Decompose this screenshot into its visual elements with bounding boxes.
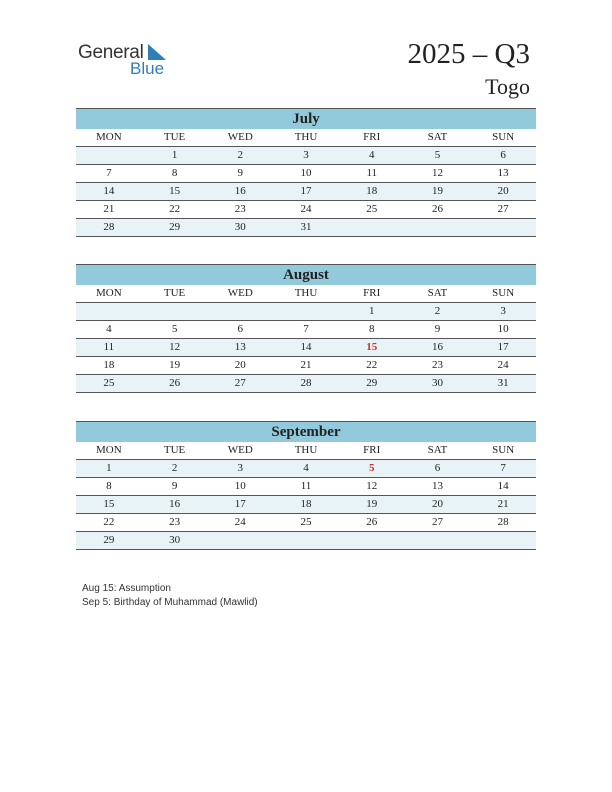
page-title: 2025 – Q3: [407, 38, 530, 70]
day-cell: 10: [234, 480, 246, 492]
day-cell: 8: [106, 480, 112, 492]
day-cell: 27: [431, 516, 443, 528]
weekday-label: FRI: [363, 287, 381, 299]
day-cell: 17: [300, 185, 312, 197]
day-cell: 9: [171, 480, 178, 492]
holiday-note: Sep 5: Birthday of Muhammad (Mawlid): [82, 597, 258, 608]
day-cell: 13: [234, 341, 246, 353]
day-cell: 25: [103, 377, 115, 389]
week-row: [76, 183, 536, 201]
day-cell: 24: [234, 516, 246, 528]
logo: [78, 42, 178, 82]
day-cell: 25: [300, 516, 312, 528]
weekday-label: SUN: [492, 444, 515, 456]
month-july: [76, 108, 536, 237]
day-cell: 4: [303, 462, 309, 474]
day-cell: 3: [237, 462, 244, 474]
day-cell: [76, 303, 142, 320]
week-row: [76, 357, 536, 375]
day-cell: 3: [303, 149, 309, 161]
country-name: Togo: [485, 74, 530, 99]
day-cell: 23: [169, 516, 181, 528]
day-cell: 29: [366, 377, 378, 389]
day-cell: 10: [497, 323, 509, 335]
day-cell: 24: [300, 203, 312, 215]
weekday-label: THU: [294, 444, 318, 456]
day-cell: 13: [497, 167, 509, 179]
day-cell: 28: [497, 516, 509, 528]
day-cell: 30: [169, 534, 181, 546]
day-cell: 18: [300, 498, 312, 510]
weekday-header-row: [76, 285, 536, 303]
week-row: [76, 339, 536, 357]
day-cell: 2: [434, 305, 441, 317]
day-cell: 16: [169, 498, 181, 510]
day-cell: 12: [366, 480, 378, 492]
day-cell: 9: [237, 167, 244, 179]
weekday-label: TUE: [163, 444, 186, 456]
day-cell: 17: [234, 498, 246, 510]
day-cell: 8: [171, 167, 178, 179]
day-cell: 6: [500, 149, 506, 161]
day-cell: 21: [300, 359, 312, 371]
week-row: [76, 478, 536, 496]
weekday-label: WED: [227, 444, 253, 456]
week-row: [76, 496, 536, 514]
day-cell: 20: [234, 359, 246, 371]
day-cell: 26: [169, 377, 181, 389]
day-cell: 17: [497, 341, 509, 353]
day-cell: 22: [366, 359, 378, 371]
weekday-label: SAT: [427, 131, 448, 143]
logo-general-text: General: [78, 42, 144, 63]
week-row: [76, 165, 536, 183]
day-cell: [339, 532, 405, 549]
weekday-label: SUN: [492, 287, 515, 299]
day-cell: [339, 219, 405, 236]
day-cell: 2: [237, 149, 244, 161]
day-cell: [273, 532, 339, 549]
day-cell: 7: [106, 167, 112, 179]
day-cell: [142, 303, 208, 320]
day-cell: 30: [234, 221, 246, 233]
day-cell: 16: [431, 341, 443, 353]
day-cell: 14: [103, 185, 115, 197]
day-cell: [470, 219, 536, 236]
day-cell: 31: [300, 221, 312, 233]
day-cell: 12: [169, 341, 181, 353]
day-cell: 27: [234, 377, 246, 389]
day-cell: 11: [300, 480, 312, 492]
day-cell: 19: [431, 185, 443, 197]
day-cell: 15: [169, 185, 181, 197]
day-cell: 24: [497, 359, 509, 371]
day-cell: 30: [431, 377, 443, 389]
day-cell: 15: [103, 498, 115, 510]
day-cell: [76, 147, 142, 164]
day-cell: 23: [431, 359, 443, 371]
day-cell: 18: [366, 185, 378, 197]
day-cell: 19: [169, 359, 181, 371]
week-row: [76, 532, 536, 550]
day-cell: [207, 532, 273, 549]
day-cell: 5: [171, 323, 178, 335]
day-cell: 11: [103, 341, 115, 353]
week-row: [76, 201, 536, 219]
weekday-label: MON: [96, 444, 122, 456]
day-cell: 18: [103, 359, 115, 371]
weekday-header-row: [76, 129, 536, 147]
day-cell: 31: [497, 377, 509, 389]
day-cell: 29: [103, 534, 115, 546]
week-row: [76, 303, 536, 321]
day-cell: 21: [497, 498, 509, 510]
day-cell: 3: [500, 305, 506, 317]
day-cell: 4: [106, 323, 112, 335]
day-cell: 21: [103, 203, 115, 215]
day-cell: [470, 532, 536, 549]
day-cell: 14: [497, 480, 509, 492]
day-cell: 7: [500, 462, 506, 474]
holiday-note: Aug 15: Assumption: [82, 583, 171, 594]
day-cell: 1: [106, 462, 112, 474]
day-cell: 12: [431, 167, 443, 179]
week-row: [76, 460, 536, 478]
day-cell: 26: [366, 516, 378, 528]
day-cell: 1: [171, 149, 178, 161]
day-cell: 26: [431, 203, 443, 215]
day-cell: 6: [237, 323, 244, 335]
day-cell: 6: [434, 462, 441, 474]
day-cell: 2: [171, 462, 178, 474]
day-cell: 23: [234, 203, 246, 215]
day-cell: 13: [431, 480, 443, 492]
day-cell: 20: [497, 185, 509, 197]
week-row: [76, 147, 536, 165]
weekday-label: FRI: [363, 444, 381, 456]
logo-blue-text: Blue: [130, 59, 165, 78]
weekday-label: WED: [227, 287, 253, 299]
week-row: [76, 514, 536, 532]
weekday-label: THU: [294, 287, 318, 299]
day-cell: [273, 303, 339, 320]
day-cell: 1: [368, 305, 375, 317]
day-cell: [405, 219, 471, 236]
weekday-header-row: [76, 442, 536, 460]
week-row: [76, 321, 536, 339]
weekday-label: SAT: [427, 444, 448, 456]
weekday-label: MON: [96, 287, 122, 299]
weekday-label: WED: [227, 131, 253, 143]
weekday-label: THU: [294, 131, 318, 143]
holiday-notes: [82, 582, 258, 610]
month-header: September: [76, 421, 536, 442]
day-cell: 28: [300, 377, 312, 389]
day-cell: 4: [368, 149, 375, 161]
month-september: [76, 421, 536, 550]
weekday-label: SUN: [492, 131, 515, 143]
day-cell: 27: [497, 203, 509, 215]
day-cell: 8: [368, 323, 375, 335]
week-row: [76, 219, 536, 237]
day-cell: 19: [366, 498, 378, 510]
month-header: August: [76, 264, 536, 285]
month-august: [76, 264, 536, 393]
day-cell: [207, 303, 273, 320]
day-cell: 29: [169, 221, 181, 233]
day-cell: [405, 532, 471, 549]
day-cell: 9: [434, 323, 441, 335]
day-cell: 14: [300, 341, 312, 353]
day-cell: 15: [366, 341, 378, 353]
day-cell: 22: [103, 516, 115, 528]
day-cell: 22: [169, 203, 181, 215]
weekday-label: MON: [96, 131, 122, 143]
weekday-label: FRI: [363, 131, 381, 143]
day-cell: 10: [300, 167, 312, 179]
week-row: [76, 375, 536, 393]
weekday-label: TUE: [163, 131, 186, 143]
day-cell: 16: [234, 185, 246, 197]
day-cell: 28: [103, 221, 115, 233]
day-cell: 20: [431, 498, 443, 510]
weekday-label: TUE: [163, 287, 186, 299]
day-cell: 5: [434, 149, 441, 161]
weekday-label: SAT: [427, 287, 448, 299]
day-cell: 7: [303, 323, 309, 335]
month-header: July: [76, 108, 536, 129]
day-cell: 11: [366, 167, 378, 179]
day-cell: 25: [366, 203, 378, 215]
day-cell: 5: [368, 462, 375, 474]
